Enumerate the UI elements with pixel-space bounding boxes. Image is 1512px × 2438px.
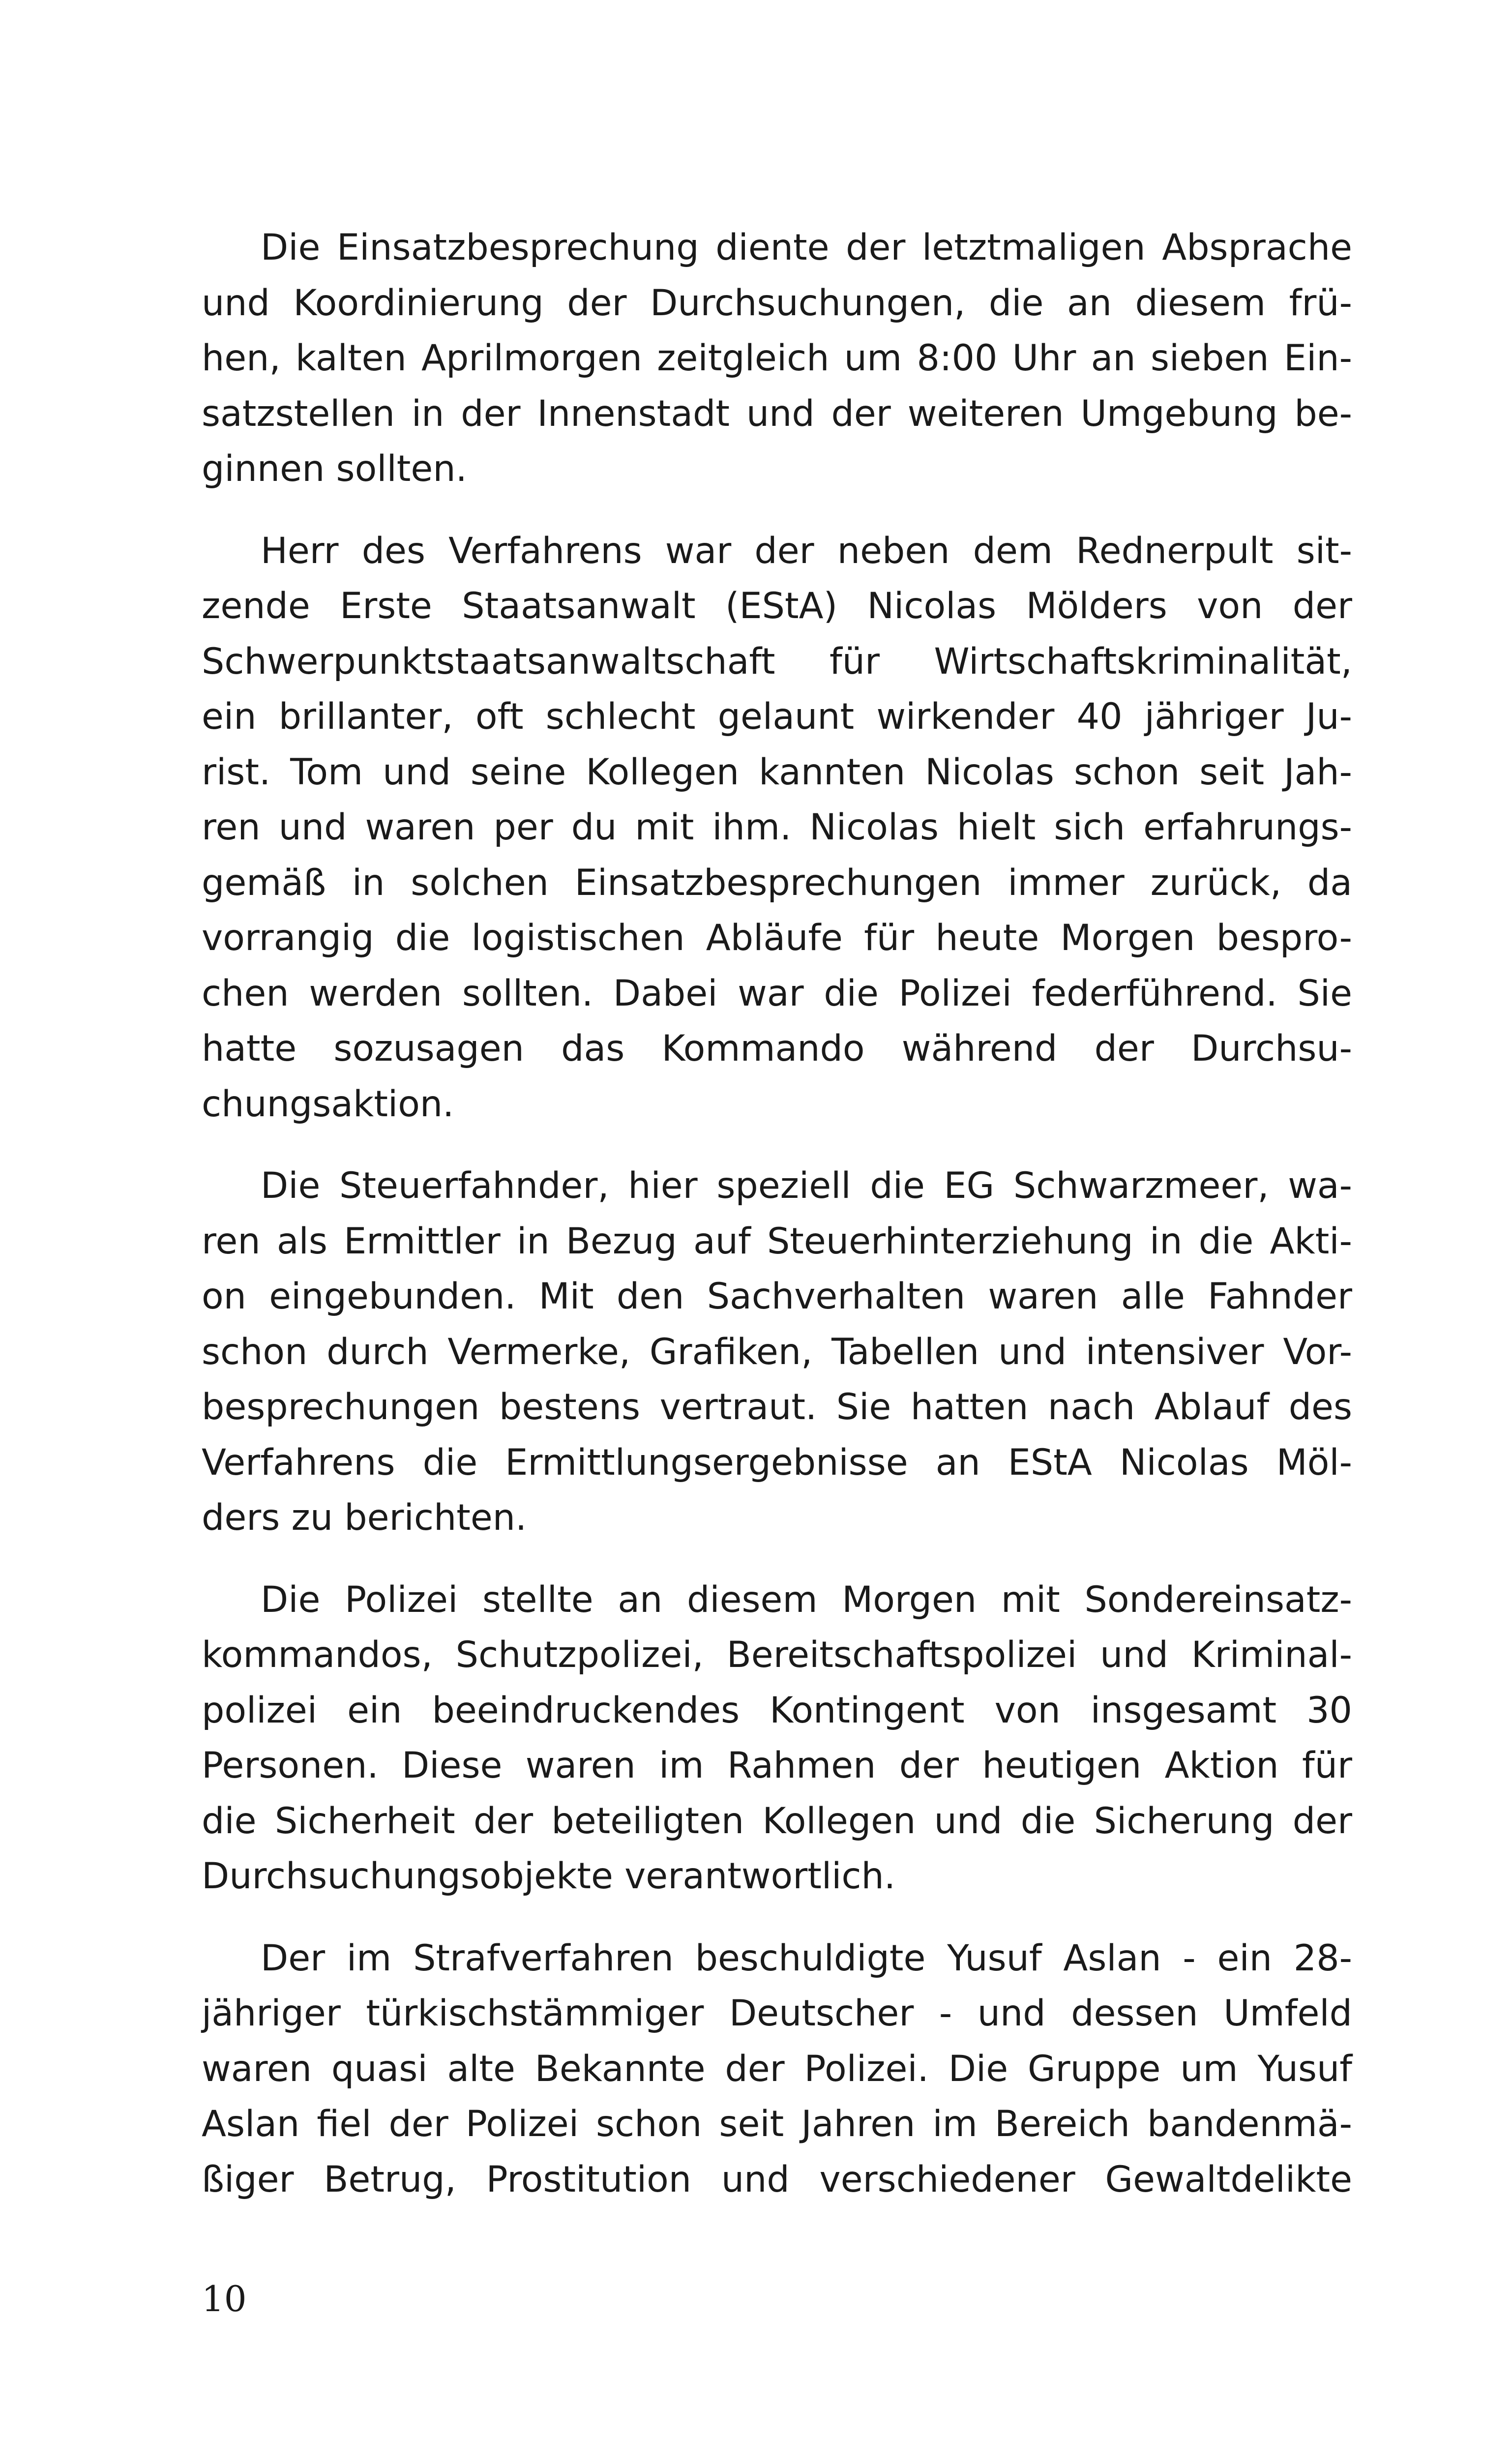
text-line: ginnen sollten.: [202, 448, 467, 490]
text-line: Aslan fiel der Polizei schon seit Jahren im Bereich bandenmä-: [202, 2103, 1352, 2145]
paragraph: [202, 1931, 1352, 2208]
text-line: rist. Tom und seine Kollegen kannten Nicolas schon seit Jah-: [202, 751, 1352, 793]
text-line: gemäß in solchen Einsatzbesprechungen immer zurück, da: [202, 862, 1352, 904]
text-line: und Koordinierung der Durchsuchungen, die an diesem frü-: [202, 282, 1352, 324]
text-line: Verfahrens die Ermittlungsergebnisse an EStA Nicolas Möl-: [202, 1441, 1352, 1484]
text-line: ders zu berichten.: [202, 1497, 527, 1539]
text-line: zende Erste Staatsanwalt (EStA) Nicolas Mölders von der: [202, 585, 1352, 627]
text-line: Personen. Diese waren im Rahmen der heutigen Aktion für: [202, 1745, 1352, 1786]
paragraph: [202, 220, 1352, 497]
text-line: hen, kalten Aprilmorgen zeitgleich um 8:00 Uhr an sieben Ein-: [202, 337, 1352, 379]
paragraph: [202, 524, 1352, 1132]
text-line: Herr des Verfahrens war der neben dem Rednerpult sit-: [261, 530, 1352, 572]
text-line: vorrangig die logistischen Abläufe für heute Morgen bespro-: [202, 917, 1352, 959]
text-line: die Sicherheit der beteiligten Kollegen und die Sicherung der: [202, 1800, 1352, 1842]
text-line: Die Einsatzbesprechung diente der letztmaligen Absprache: [261, 227, 1352, 268]
text-line: Schwerpunktstaatsanwaltschaft für Wirtschaftskriminalität,: [202, 640, 1352, 683]
text-line: waren quasi alte Bekannte der Polizei. Die Gruppe um Yusuf: [202, 2048, 1352, 2090]
text-line: ein brillanter, oft schlecht gelaunt wirkender 40 jähriger Ju-: [202, 696, 1352, 738]
text-line: on eingebunden. Mit den Sachverhalten waren alle Fahnder: [202, 1276, 1352, 1317]
paragraph: [202, 1573, 1352, 1904]
text-line: kommandos, Schutzpolizei, Bereitschaftspolizei und Kriminal-: [202, 1634, 1352, 1676]
text-line: polizei ein beeindruckendes Kontingent von insgesamt 30: [202, 1689, 1352, 1731]
text-line: chen werden sollten. Dabei war die Polizei federführend. Sie: [202, 972, 1352, 1014]
text-line: chungsaktion.: [202, 1083, 454, 1125]
text-line: ren als Ermittler in Bezug auf Steuerhinterziehung in die Akti-: [202, 1220, 1352, 1262]
text-line: Die Steuerfahnder, hier speziell die EG Schwarzmeer, wa-: [261, 1165, 1352, 1207]
text-line: schon durch Vermerke, Grafiken, Tabellen und intensiver Vor-: [202, 1331, 1352, 1373]
text-line: besprechungen bestens vertraut. Sie hatten nach Ablauf des: [202, 1386, 1352, 1428]
text-line: ßiger Betrug, Prostitution und verschiedener Gewaltdelikte: [202, 2158, 1352, 2200]
text-line: hatte sozusagen das Kommando während der Durchsu-: [202, 1028, 1352, 1070]
paragraph: [202, 1159, 1352, 1546]
text-line: ren und waren per du mit ihm. Nicolas hielt sich erfahrungs-: [202, 806, 1352, 848]
body-text: [202, 220, 1352, 2234]
page-number: 10: [202, 2278, 247, 2319]
text-line: Durchsuchungsobjekte verantwortlich.: [202, 1855, 896, 1897]
text-line: Der im Strafverfahren beschuldigte Yusuf Aslan - ein 28-: [261, 1937, 1352, 1979]
text-line: Die Polizei stellte an diesem Morgen mit Sondereinsatz-: [261, 1578, 1352, 1621]
text-line: jähriger türkischstämmiger Deutscher - und dessen Umfeld: [202, 1992, 1352, 2034]
text-line: satzstellen in der Innenstadt und der weiteren Umgebung be-: [202, 392, 1352, 435]
